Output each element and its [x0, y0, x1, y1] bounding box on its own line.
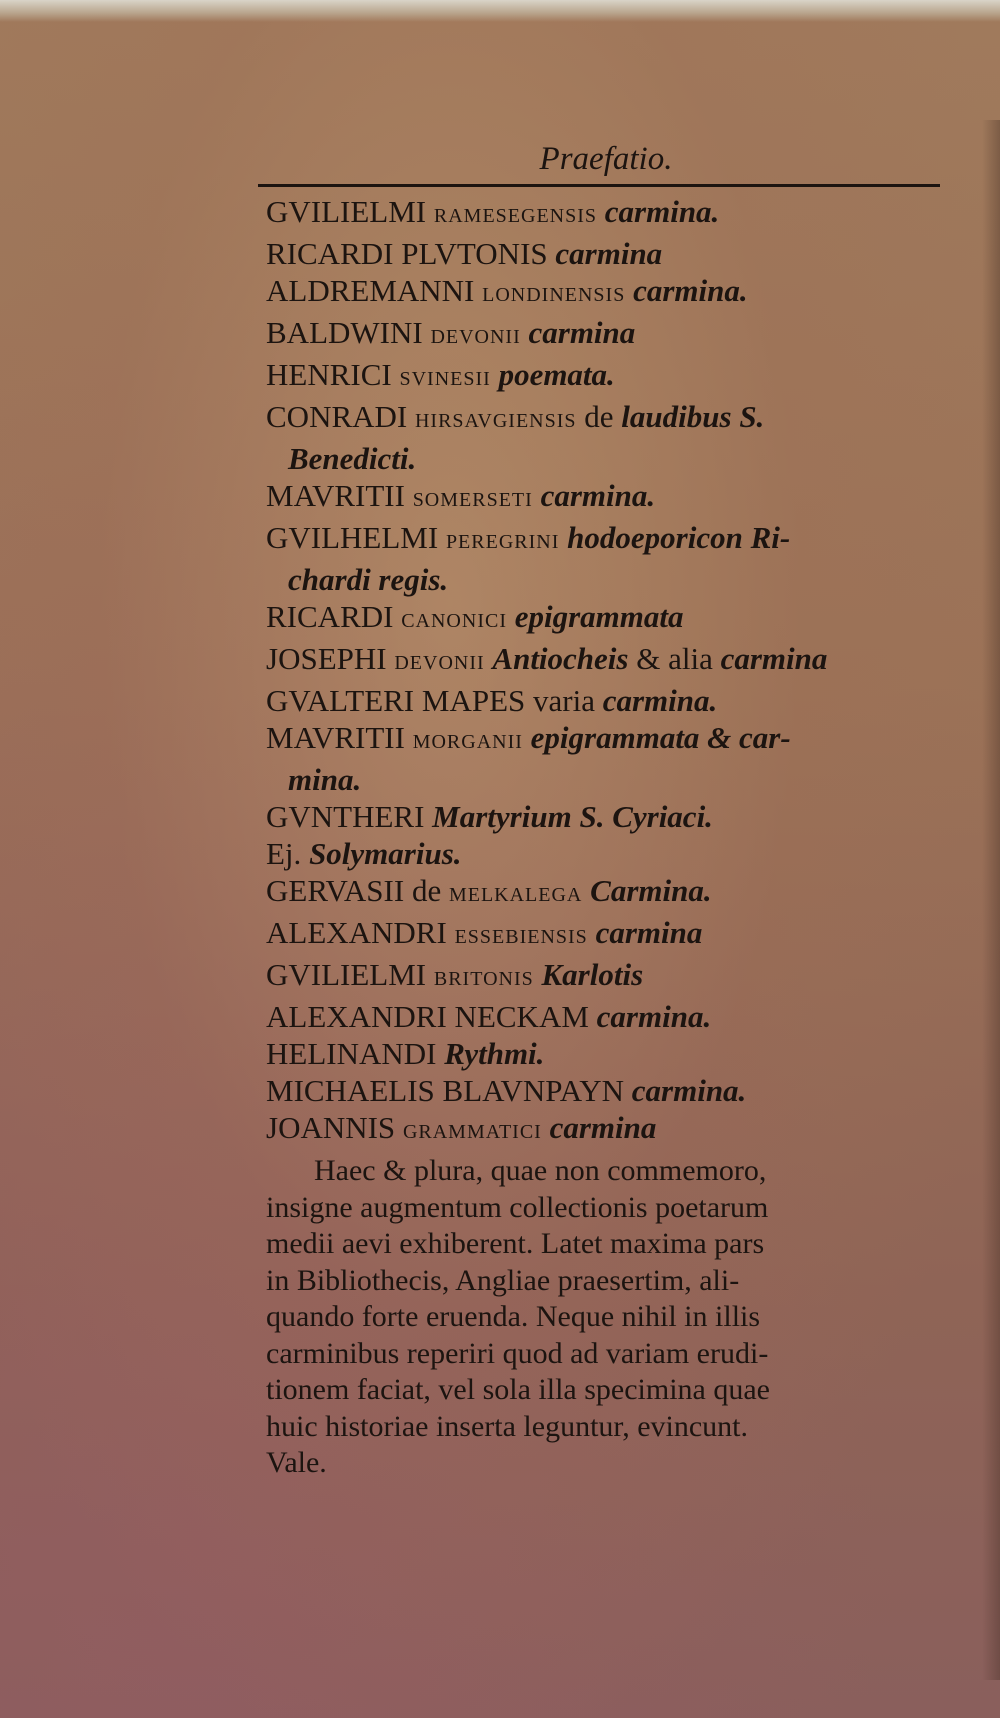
entry-line	[266, 640, 966, 682]
entry-line	[266, 356, 966, 398]
author-name: Ej.	[266, 836, 302, 871]
work-title: carmina.	[596, 999, 712, 1034]
entry-line	[266, 1035, 966, 1072]
work-title: carmina	[555, 236, 663, 271]
prose-line: Haec & plura, quae non commemoro,	[314, 1154, 767, 1187]
closing-paragraph	[266, 1153, 956, 1482]
author-name: RICARDI PLVTONIS	[266, 236, 548, 271]
work-title-continued: chardi regis.	[288, 562, 449, 597]
prose-line: tionem faciat, vel sola illa specimina quae	[266, 1373, 770, 1406]
work-title: carmina.	[602, 683, 718, 718]
prose-line: medii aevi exhiberent. Latet maxima pars	[266, 1227, 765, 1260]
entry-line	[266, 314, 966, 356]
author-name: GERVASII	[266, 873, 405, 908]
work-title: epigrammata & car-	[530, 720, 791, 755]
entry-line	[266, 598, 966, 640]
work-title: carmina.	[631, 1073, 747, 1108]
author-epithet: DEVONII	[394, 652, 485, 674]
author-name: BALDWINI	[266, 315, 423, 350]
author-name: ALEXANDRI	[266, 915, 447, 950]
author-name: HENRICI	[266, 357, 392, 392]
connective-text: de	[584, 399, 614, 434]
author-epithet: GRAMMATICI	[402, 1121, 542, 1143]
work-title-continued: Benedicti.	[288, 441, 417, 476]
entry-line	[266, 1109, 966, 1151]
author-epithet: MORGANII	[412, 731, 523, 753]
work-title-continued: mina.	[288, 762, 362, 797]
author-name: HELINANDI	[266, 1036, 437, 1071]
author-name: RICARDI	[266, 599, 394, 634]
prose-line: in Bibliothecis, Angliae praesertim, ali-	[266, 1263, 740, 1297]
author-name: JOSEPHI	[266, 641, 387, 676]
entry-continuation	[266, 440, 966, 477]
prose-line: insigne augmentum collectionis poetarum	[266, 1190, 769, 1224]
author-name: GVNTHERI	[266, 799, 425, 834]
author-name: GVALTERI MAPES	[266, 683, 526, 718]
entry-line	[266, 998, 966, 1035]
running-head: Praefatio.	[539, 141, 673, 177]
author-epithet: PEREGRINI	[445, 531, 560, 553]
author-epithet: RAMESEGENSIS	[433, 205, 598, 227]
author-name: ALDREMANNI	[266, 273, 475, 308]
author-name: GVILHELMI	[266, 520, 439, 555]
author-name: ALEXANDRI NECKAM	[266, 999, 589, 1034]
author-name: MAVRITII	[266, 478, 405, 513]
author-epithet: BRITONIS	[433, 968, 534, 990]
entry-line	[266, 398, 966, 440]
work-title: Karlotis	[541, 957, 644, 992]
author-epithet: SVINESII	[399, 368, 491, 390]
author-epithet: ESSEBIENSIS	[454, 926, 588, 948]
work-title: Solymarius.	[309, 836, 462, 871]
work-title: carmina.	[604, 194, 720, 229]
text-block	[266, 138, 966, 1482]
entry-line	[266, 1072, 966, 1109]
entry-line	[266, 235, 966, 272]
author-epithet: DEVONII	[430, 326, 521, 348]
work-title: hodoeporicon Ri-	[567, 520, 791, 555]
work-title: carmina	[720, 641, 828, 676]
entry-continuation	[266, 761, 966, 798]
prose-line: quando forte eruenda. Neque nihil in illis	[266, 1300, 761, 1333]
entry-line	[266, 272, 966, 314]
entry-line	[266, 914, 966, 956]
header-rule	[258, 184, 940, 187]
work-title: carmina	[549, 1110, 657, 1145]
connective-text: & alia	[636, 641, 713, 676]
entry-line	[266, 956, 966, 998]
work-title: poemata.	[498, 357, 615, 392]
connective-text: varia	[533, 683, 595, 718]
author-name: MAVRITII	[266, 720, 405, 755]
entry-continuation	[266, 561, 966, 598]
prose-line: carminibus reperiri quod ad variam erudi-	[266, 1336, 769, 1370]
work-title: carmina.	[540, 478, 656, 513]
work-title: carmina	[528, 315, 636, 350]
entry-line	[266, 835, 966, 872]
entry-list	[266, 193, 966, 1151]
entry-line	[266, 477, 966, 519]
work-title: Carmina.	[590, 873, 712, 908]
author-name: JOANNIS	[266, 1110, 396, 1145]
author-name: CONRADI	[266, 399, 408, 434]
page-right-edge	[982, 120, 1000, 1680]
connective-text: de	[411, 873, 442, 908]
author-epithet: CANONICI	[401, 610, 507, 632]
prose-line: Vale.	[266, 1446, 327, 1479]
author-epithet: LONDINENSIS	[482, 284, 626, 306]
author-name: MICHAELIS BLAVNPAYN	[266, 1073, 625, 1108]
work-title: Antiocheis	[492, 641, 629, 676]
entry-line	[266, 872, 966, 914]
work-title: Martyrium S. Cyriaci.	[432, 799, 713, 834]
work-title: Rythmi.	[444, 1036, 545, 1071]
author-name: GVILIELMI	[266, 957, 427, 992]
author-epithet: SOMERSETI	[412, 489, 533, 511]
author-name: GVILIELMI	[266, 194, 427, 229]
prose-line: huic historiae inserta leguntur, evincunt.	[266, 1409, 748, 1443]
work-title: laudibus S.	[621, 399, 765, 434]
entry-line	[266, 519, 966, 561]
work-title: epigrammata	[514, 599, 684, 634]
author-epithet: HIRSAVGIENSIS	[414, 410, 577, 432]
page-top-edge	[0, 0, 1000, 22]
work-title: carmina.	[633, 273, 748, 308]
work-title: carmina	[595, 915, 703, 950]
entry-line	[266, 193, 966, 235]
entry-line	[266, 682, 966, 719]
entry-line	[266, 719, 966, 761]
entry-line	[266, 798, 966, 835]
author-epithet: MELKALEGA	[448, 884, 583, 906]
